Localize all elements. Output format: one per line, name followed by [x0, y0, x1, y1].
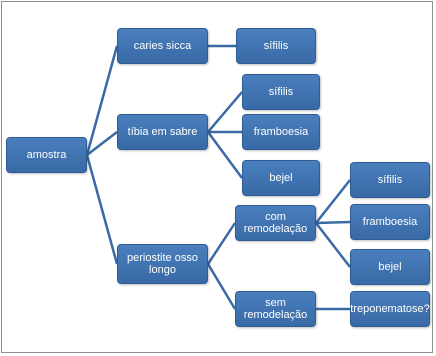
- connector: [87, 155, 117, 264]
- node-com-bejel: bejel: [350, 249, 430, 285]
- node-amostra: amostra: [6, 137, 87, 173]
- connector: [316, 180, 350, 223]
- node-caries-sifilis: sífilis: [236, 28, 316, 64]
- connector: [208, 223, 235, 264]
- connector: [316, 222, 350, 223]
- node-tibia-em-sabre: tíbia em sabre: [117, 114, 208, 150]
- node-tibia-framboesia: framboesia: [242, 114, 320, 150]
- node-tibia-bejel: bejel: [242, 160, 320, 196]
- node-treponematose: treponematose?: [350, 291, 430, 327]
- node-com-remodelacao: com remodelação: [235, 205, 316, 241]
- node-sem-remodelacao: sem remodelação: [235, 291, 316, 327]
- node-com-framboesia: framboesia: [350, 204, 430, 240]
- connector: [208, 92, 242, 132]
- connector: [87, 46, 117, 155]
- node-caries-sicca: caries sicca: [117, 28, 208, 64]
- connector: [316, 223, 350, 267]
- connector: [208, 132, 242, 178]
- node-com-sifilis: sífilis: [350, 162, 430, 198]
- node-periostite-osso-longo: periostite osso longo: [117, 244, 208, 284]
- node-tibia-sifilis: sífilis: [242, 74, 320, 110]
- connector: [208, 264, 235, 309]
